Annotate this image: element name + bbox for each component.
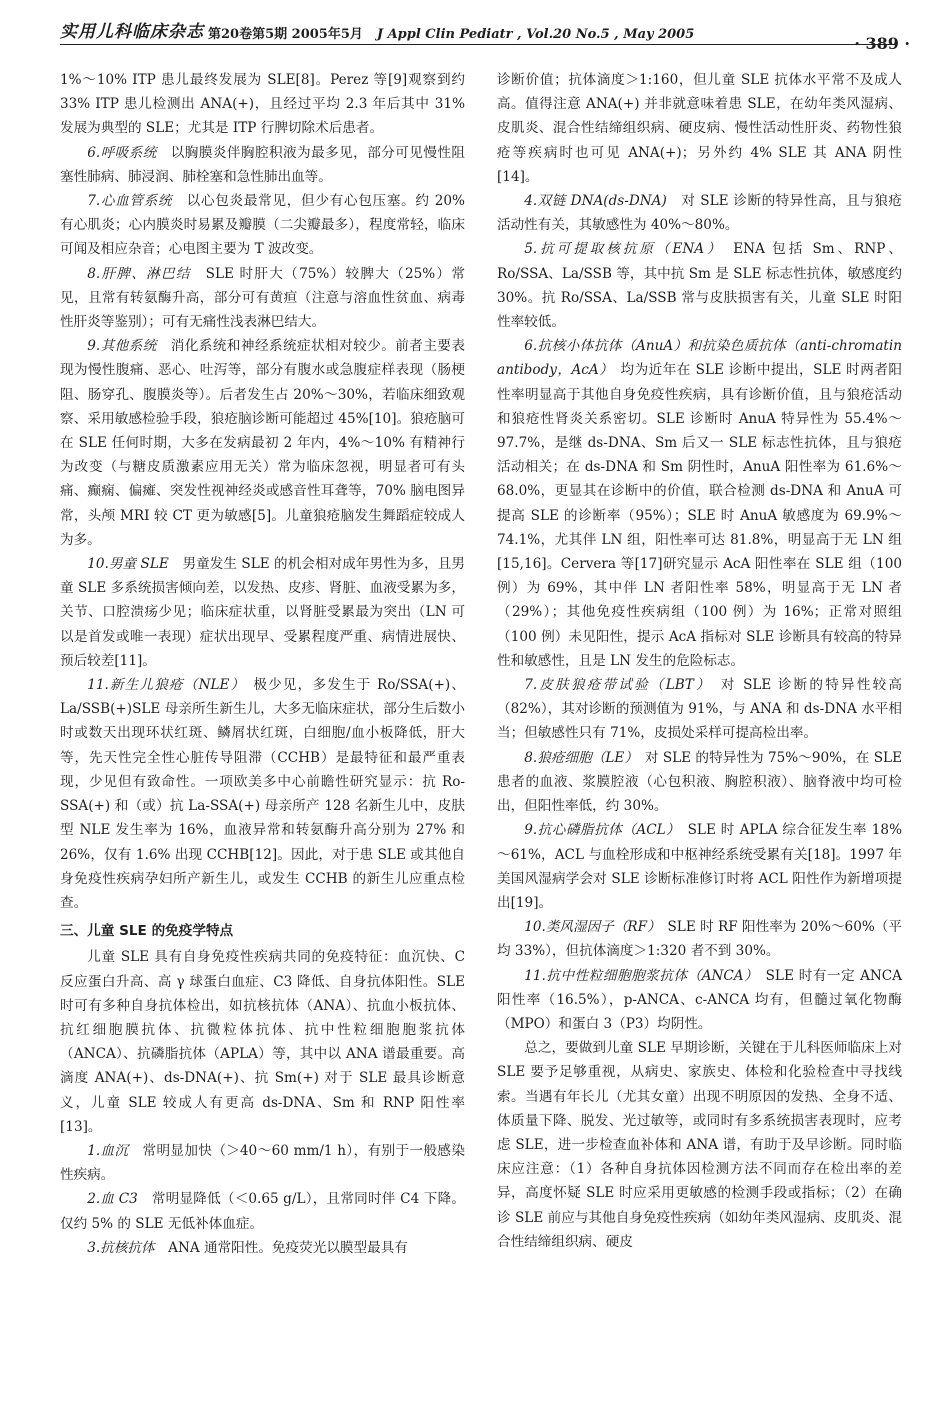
journal-logo: 实用儿科临床杂志 xyxy=(60,22,204,42)
paragraph-esr xyxy=(60,1139,465,1187)
paragraph-respiratory xyxy=(60,141,465,189)
section-heading: 三、儿童 SLE 的免疫学特点 xyxy=(60,923,234,940)
item-title: 5.抗可提取核抗原（ENA） xyxy=(524,241,717,258)
item-body: 男童发生 SLE 的机会相对成年男性为多，且男童 SLE 多系统损害倾向差，以发热、皮疹、肾脏、血液受累为多，关节、口腔溃疡少见；临床症状重，以肾脏受累最为突出（LN 可以是首发或唯一表现）症状出现早、受累程度严重、病情进展快、预后较差[11]。 xyxy=(60,556,466,669)
item-body: 常明显降低（＜0.65 g/L），且常同时伴 C4 下降。仅约 5% 的 SLE 无低补体血症。 xyxy=(60,1191,465,1232)
item-title: 3.抗核抗体 xyxy=(87,1239,155,1256)
header-rule xyxy=(60,44,896,45)
item-body: ENA 包括 Sm、RNP、Ro/SSA、La/SSB 等，其中抗 Sm 是 SLE 标志性抗体，敏感度约 30%。抗 Ro/SSA、La/SSB 常与皮肤损害有关，儿童 SLE 时阳性率较低。 xyxy=(497,241,902,331)
item-body: 以胸膜炎伴胸腔积液为最多见，部分可见慢性阻塞性肺病、肺浸润、肺栓塞和急性肺出血等。 xyxy=(60,144,465,185)
item-title: 10.男童 SLE xyxy=(87,556,169,573)
paragraph: 1%～10% ITP 患儿最终发展为 SLE[8]。Perez 等[9]观察到约 33% ITP 患儿检测出 ANA(+)，且经过平均 2.3 年后其中 31% 发展为典型的 SLE；尤其是 ITP 行脾切除术后患者。 xyxy=(60,72,465,137)
item-title: 4.双链 DNA(ds-DNA) xyxy=(524,193,667,210)
paragraph-le-cell xyxy=(497,746,902,819)
paragraph-c3 xyxy=(60,1187,465,1235)
item-title: 11.新生儿狼疮（NLE） xyxy=(87,677,239,694)
paragraph-rf xyxy=(497,915,902,963)
paragraph-conclusion: 总之，要做到儿童 SLE 早期诊断，关键在于儿科医师临床上对 SLE 要予足够重视，从病史、家族史、体检和化验检查中寻找线索。当遇有年长儿（尤其女童）出现不明原因的发热、全身不适、体质量下降、脱发、光过敏等，或同时有多系统损害表现时，应考虑 SLE，进一步检查血补体和 ANA 谱，有助于及早诊断。同时临床应注意：（1）各种自身抗体因检测方法不同而存在检出率的差异，高度怀疑 SLE 时应采用更敏感的检测手段或指标；（2）在确诊 SLE 前应与其他自身免疫性疾病（如幼年类风湿病、皮肌炎、混合性结缔组织病、硬皮 xyxy=(497,1040,902,1250)
item-title: 7.皮肤狼疮带试验（LBT） xyxy=(524,677,705,694)
paragraph-male-sle xyxy=(60,552,465,673)
item-body: 以心包炎最常见，但少有心包压塞。约 20% 有心肌炎；心内膜炎时易累及瓣膜（二尖瓣最多），程度常轻，临床可闻及相应杂音；心电图主要为 T 波改变。 xyxy=(60,193,465,258)
item-title: 9.抗心磷脂抗体（ACL） xyxy=(524,822,674,839)
paragraph-cardiovascular xyxy=(60,189,465,262)
item-body: ANA 通常阳性。免疫荧光以膜型最具有 xyxy=(154,1239,408,1256)
item-body: SLE 时 RF 阳性率为 20%～60%（平均 33%），但抗体滴度＞1:320 者不到 30%。 xyxy=(497,919,902,960)
running-header xyxy=(60,16,896,42)
issue-info: 第20卷第5期 2005年5月 xyxy=(208,27,363,42)
paragraph-anca xyxy=(497,964,902,1037)
paragraph-dsdna xyxy=(497,189,902,237)
paragraph-ena xyxy=(497,237,902,334)
english-citation: J Appl Clin Pediatr , Vol.20 No.5 , May 2005 xyxy=(376,27,695,42)
item-title: 2.血 C3 xyxy=(87,1191,138,1208)
item-title: 1.血沉 xyxy=(87,1142,129,1159)
page-number: · 389 · xyxy=(854,34,910,53)
paragraph: 诊断价值；抗体滴度＞1:160，但儿童 SLE 抗体水平常不及成人高。值得注意 ANA(+) 并非就意味着患 SLE，在幼年类风湿病、皮肌炎、混合性结缔组织病、硬皮病、慢性活动性肝炎、药物性狼疮等疾病时也可见 ANA(+)；另外约 4% SLE 其 ANA 阴性[14]。 xyxy=(497,72,902,185)
left-column xyxy=(60,68,465,1260)
item-title: 8.肝脾、淋巴结 xyxy=(87,265,191,282)
item-body: 对 SLE 的特异性为 75%～90%，在 SLE 患者的血液、浆膜腔液（心包积液、胸腔积液）、脑脊液中均可检出，但阳性率低，约 30%。 xyxy=(497,749,902,815)
paragraph-immunology: 儿童 SLE 具有自身免疫性疾病共同的免疫特征：血沉快、C 反应蛋白升高、高 γ 球蛋白血症、C3 降低、自身抗体阳性。SLE 时可有多种自身抗体检出，如抗核抗体（ANA）、抗血小板抗体、抗红细胞膜抗体、抗微粒体抗体、抗中性粒细胞胞浆抗体（ANCA）、抗磷脂抗体（APLA）等，其中以 ANA 谱最重要。高滴度 ANA(+)、ds-DNA(+)、抗 Sm(+) 对于 SLE 最具诊断意义，儿童 SLE 较成人有更高 ds-DNA、Sm 和 RNP 阳性率[13]。 xyxy=(60,949,465,1135)
item-title: 11.抗中性粒细胞胞浆抗体（ANCA） xyxy=(524,967,752,984)
right-column xyxy=(497,68,902,1254)
paragraph-acl xyxy=(497,818,902,915)
paragraph-neonatal-lupus xyxy=(60,673,465,915)
paragraph-ana xyxy=(60,1236,465,1260)
item-body: 对 SLE 诊断的特异性较高（82%），其对诊断的预测值为 91%，与 ANA 和 ds-DNA 水平相当；但敏感性只有 71%，皮损处采样可提高检出率。 xyxy=(497,677,902,742)
item-title: 8.狼疮细胞（LE） xyxy=(524,749,632,766)
paragraph-other-systems xyxy=(60,334,465,552)
item-body: 常明显加快（＞40～60 mm/1 h），有别于一般感染性疾病。 xyxy=(60,1142,465,1184)
paragraph-anua-aca xyxy=(497,334,902,673)
item-body: SLE 时有一定 ANCA 阳性率（16.5%），p-ANCA、c-ANCA 均有，但髓过氧化物酶（MPO）和蛋白 3（P3）均阴性。 xyxy=(497,967,902,1032)
paragraph-liver-spleen xyxy=(60,262,465,335)
item-title: 10.类风湿因子（RF） xyxy=(524,919,654,936)
item-body: 对 SLE 诊断的特异性高，且与狼疮活动性有关，其敏感性为 40%～80%。 xyxy=(497,193,903,234)
item-title: 7.心血管系统 xyxy=(87,193,173,210)
item-body: 均为近年在 SLE 诊断中提出，SLE 时两者阳性率明显高于其他自身免疫性疾病，具有诊断价值，且与狼疮活动和狼疮性肾炎关系密切。SLE 诊断时 AnuA 特异性为 55.4%～97.7%，是继 ds-DNA、Sm 后又一 SLE 标志性抗体，且与狼疮活动相关；在 ds-DNA 和 Sm 阴性时，AnuA 阳性率为 61.6%～68.0%，更显其在诊断中的价值，联合检测 ds-DNA 和 AnuA 可提高 SLE 的诊断率（95%）；SLE 时 AnuA 敏感度为 69.9%～74.1%，尤其伴 LN 组，阳性率可达 81.8%，明显高于无 LN 组[15,16]。Cervera 等[17]研究显示 AcA 阳性率在 SLE 组（100 例）为 69%，其中伴 LN 者阳性率 58%，明显高于无 LN 者（29%）；其他免疫性疾病组（100 例）为 16%；正常对照组（100 例）未见阳性，提示 AcA 指标对 SLE 诊断具有较高的特异性和敏感性，且是 LN 发生的危险标志。 xyxy=(497,362,902,669)
item-title: 6.抗核小体抗体（AnuA）和抗染色质抗体（anti-chromatin antibody，AcA） xyxy=(497,338,902,379)
item-body: 极少见，多发生于 Ro/SSA(+)、La/SSB(+)SLE 母亲所生新生儿，大多无临床症状，部分生后数小时或数天出现环状红斑、鳞屑状红斑，白细胞/血小板降低，肝大等，先天性完全性心脏传导阻滞（CCHB）是最特征和最严重表现，少见但有致命性。一项欧美多中心前瞻性研究显示：抗 Ro-SSA(+) 和（或）抗 La-SSA(+) 母亲所产 128 名新生儿中，皮肤型 NLE 发生率为 16%，血液异常和转氨酶升高分别为 27% 和 26%，仅有 1.6% 出现 CCHB[12]。因此，对于患 SLE 或其他自身免疫性疾病孕妇所产新生儿，或发生 CCHB 的新生儿应重点检查。 xyxy=(60,677,465,911)
item-body: SLE 时 APLA 综合征发生率 18%～61%，ACL 与血栓形成和中枢神经系统受累有关[18]。1997 年美国风湿病学会对 SLE 诊断标准修订时将 ACL 阳性作为新增项提出[19]。 xyxy=(497,822,902,911)
item-title: 9.其他系统 xyxy=(87,338,157,355)
item-body: SLE 时肝大（75%）较脾大（25%）常见，且常有转氨酶升高，部分可有黄疸（注意与溶血性贫血、病毒性肝炎等鉴别）；可有无痛性浅表淋巴结大。 xyxy=(60,265,465,331)
paragraph-lbt xyxy=(497,673,902,746)
item-body: 消化系统和神经系统症状相对较少。前者主要表现为慢性腹痛、恶心、吐泻等，部分有腹水或急腹症样表现（肠梗阻、肠穿孔、腹膜炎等）。后者发生占 20%～30%，若临床细致观察、采用敏感检验手段，狼疮脑诊断可能超过 45%[10]。狼疮脑可在 SLE 任何时期，大多在发病最初 2 年内，4%～10% 有精神行为改变（与糖皮质激素应用无关）常为临床忽视，明显者可有头痛、癫痫、偏瘫、突发性视神经炎或感音性耳聋等，70% 脑电图异常，头颅 MRI 较 CT 更为敏感[5]。儿童狼疮脑发生舞蹈症较成人为多。 xyxy=(60,338,465,548)
item-title: 6.呼吸系统 xyxy=(87,144,157,161)
